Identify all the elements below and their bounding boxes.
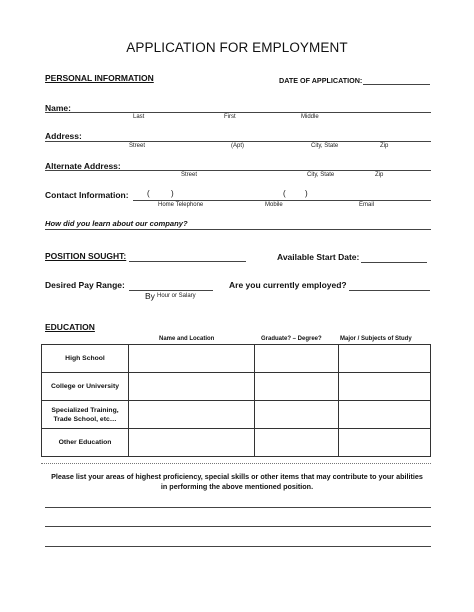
alternate-address-label: Alternate Address: [45, 161, 121, 171]
contact-information-label: Contact Information: [45, 190, 129, 200]
alternate-address-sublabel-street: Street [181, 172, 198, 178]
education-graduate-degree-cell[interactable] [255, 401, 339, 429]
education-row-label-cell [42, 429, 129, 457]
referral-question-label: How did you learn about our company? [45, 219, 188, 228]
address-sublabel-street: Street [129, 143, 146, 149]
education-row-label: Specialized Training, Trade School, etc… [51, 406, 119, 423]
contact-information-field[interactable] [133, 200, 431, 201]
available-start-date-label: Available Start Date: [277, 252, 360, 262]
education-name-location-cell[interactable] [129, 401, 255, 429]
contact-sublabel-email: Email [359, 202, 375, 208]
mobile-area-close: ) [305, 189, 308, 198]
form-title: APPLICATION FOR EMPLOYMENT [126, 40, 348, 55]
education-graduate-degree-cell[interactable] [255, 373, 339, 401]
proficiency-answer-line[interactable] [45, 507, 431, 508]
section-heading-personal-information: PERSONAL INFORMATION [45, 73, 154, 83]
home-phone-area-close: ) [171, 189, 174, 198]
education-row-label-cell [42, 373, 129, 401]
education-name-location-cell[interactable] [129, 373, 255, 401]
alternate-address-sublabel-city-state: City, State [307, 172, 335, 178]
education-major-subjects-cell[interactable] [339, 345, 431, 373]
education-major-subjects-cell[interactable] [339, 401, 431, 429]
position-sought-text: POSITION SOUGHT: [45, 251, 127, 261]
section-divider [41, 463, 431, 464]
address-sublabel-apt: (Apt) [231, 143, 245, 149]
education-row [42, 345, 431, 373]
currently-employed-field[interactable] [349, 290, 430, 291]
contact-sublabel-mobile: Mobile [265, 202, 283, 208]
address-sublabel-zip: Zip [380, 143, 389, 149]
name-label: Name: [45, 103, 71, 113]
date-of-application-field[interactable] [363, 84, 430, 85]
desired-pay-range-field[interactable] [129, 290, 213, 291]
desired-pay-range-label: Desired Pay Range: [45, 280, 125, 290]
proficiency-answer-line[interactable] [45, 546, 431, 547]
education-row-label: Other Education [58, 439, 112, 446]
date-of-application-label: DATE OF APPLICATION: [279, 76, 363, 85]
contact-sublabel-home-telephone: Home Telephone [158, 202, 204, 208]
referral-answer-field[interactable] [45, 229, 431, 230]
education-row [42, 429, 431, 457]
home-phone-area-open: ( [147, 189, 150, 198]
education-column-graduate-degree: Graduate? – Degree? [261, 336, 322, 342]
section-heading-education: EDUCATION [45, 322, 95, 332]
position-sought-field[interactable] [129, 261, 246, 262]
education-row-label: High School [65, 355, 105, 362]
education-table [41, 344, 431, 457]
name-field[interactable] [45, 112, 431, 113]
address-label: Address: [45, 131, 82, 141]
alternate-address-field[interactable] [45, 170, 431, 171]
education-row-label: College or University [51, 383, 119, 390]
name-sublabel-middle: Middle [301, 114, 319, 120]
education-graduate-degree-cell[interactable] [255, 429, 339, 457]
education-row [42, 373, 431, 401]
name-sublabel-last: Last [133, 114, 145, 120]
mobile-area-open: ( [283, 189, 286, 198]
proficiency-answer-line[interactable] [45, 526, 431, 527]
education-name-location-cell[interactable] [129, 345, 255, 373]
name-sublabel-first: First [224, 114, 236, 120]
education-row-label-cell [42, 345, 129, 373]
pay-basis-options: Hour or Salary [157, 293, 196, 299]
pay-basis-by: By [145, 291, 155, 301]
education-graduate-degree-cell[interactable] [255, 345, 339, 373]
available-start-date-field[interactable] [361, 262, 427, 263]
currently-employed-label: Are you currently employed? [229, 280, 347, 290]
education-row [42, 401, 431, 429]
education-major-subjects-cell[interactable] [339, 373, 431, 401]
education-row-label-cell [42, 401, 129, 429]
proficiency-instructions: Please list your areas of highest proficiency, special skills or other items that may contribute to your abilities in performing the above mentioned position. [51, 472, 423, 491]
education-column-name-location: Name and Location [159, 336, 215, 342]
alternate-address-sublabel-zip: Zip [375, 172, 384, 178]
education-name-location-cell[interactable] [129, 429, 255, 457]
position-sought-label [45, 251, 126, 261]
education-column-major-subjects: Major / Subjects of Study [340, 336, 412, 342]
address-sublabel-city-state: City, State [311, 143, 339, 149]
address-field[interactable] [45, 141, 431, 142]
education-major-subjects-cell[interactable] [339, 429, 431, 457]
